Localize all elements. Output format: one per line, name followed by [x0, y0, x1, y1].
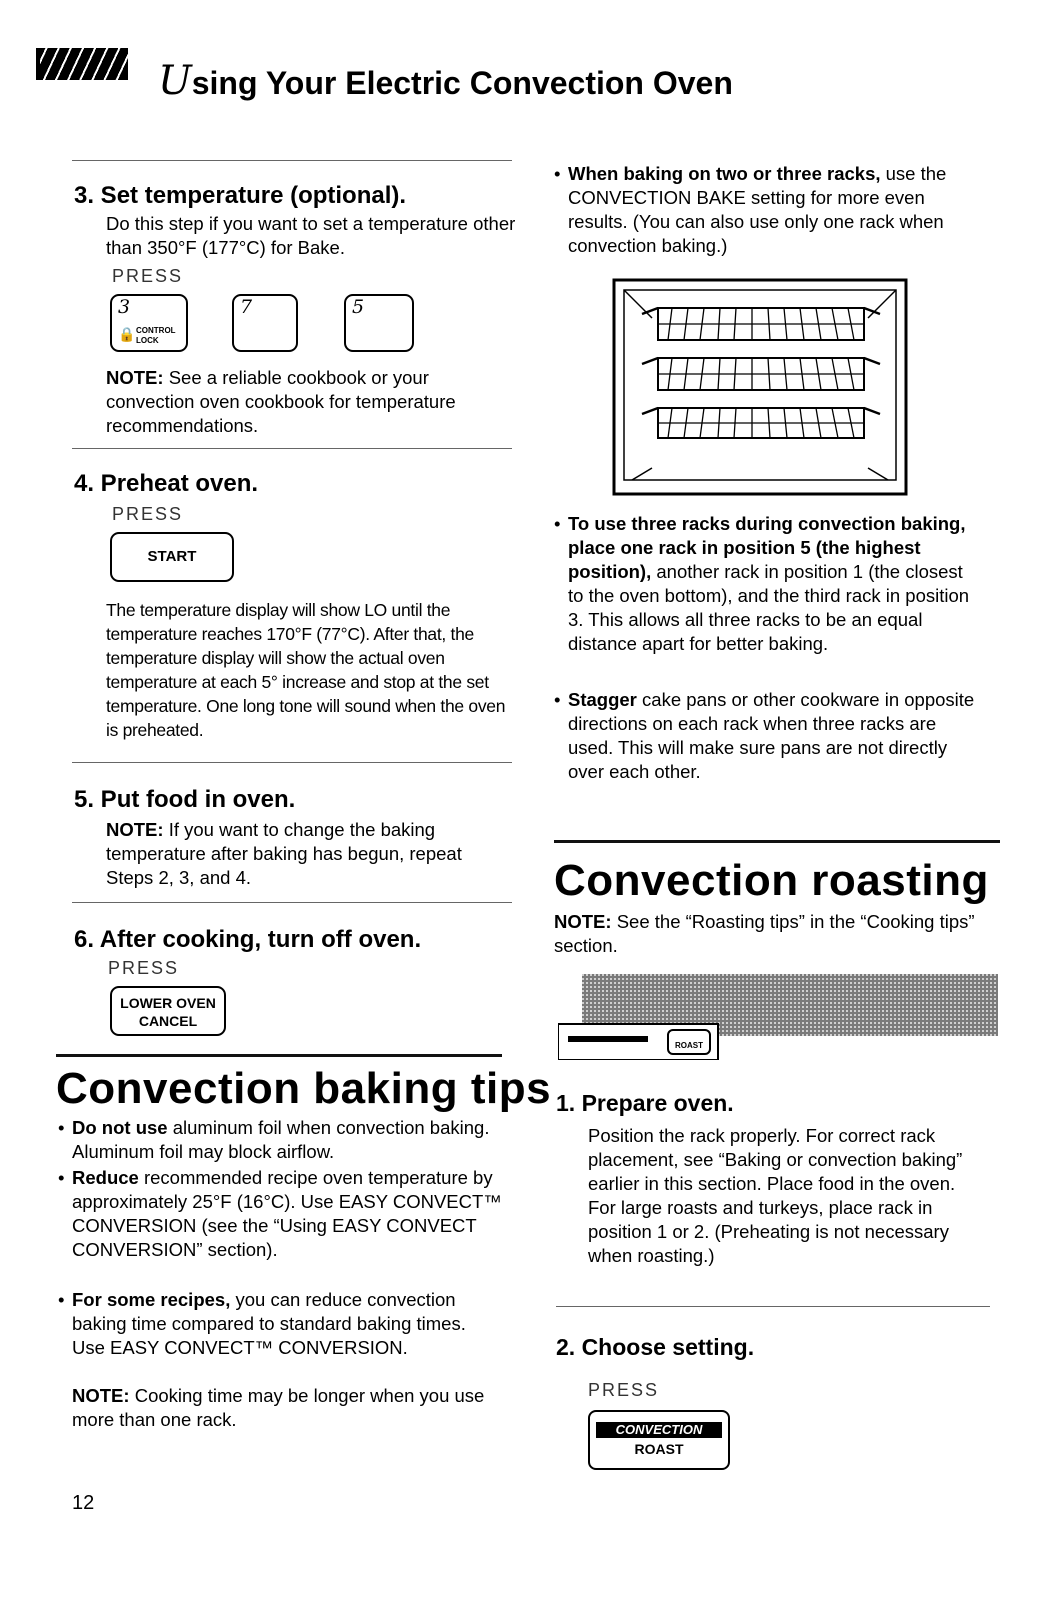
rack-tip: • When baking on two or three racks, use the CONVECTION BAKE setting for more even results. (You can also use only one rack when convection baking.) [554, 163, 947, 256]
step-6-heading: 6. After cooking, turn off oven. [74, 926, 422, 953]
panel-roast-key: ROAST [675, 1041, 703, 1050]
divider [72, 448, 512, 449]
roasting-note: NOTE: See the “Roasting tips” in the “Cooking tips” section. [554, 911, 975, 956]
lock-icon: 🔒 [118, 326, 136, 342]
convection-baking-tips-heading: Convection baking tips [56, 1064, 552, 1113]
roast-step-1-text: Position the rack properly. For correct rack placement, see “Baking or convection baking” earlier in this section. Place food in the oven. For large roasts and turkeys, place rack in position 1 or 2. (Preheating is not necessary when roasting.) [588, 1125, 963, 1266]
page-title: Using Your Electric Convection Oven [158, 58, 733, 104]
rack-tip: • Stagger cake pans or other cookware in opposite directions on each rack when three racks are used. This will make sure pans are not directly over each other. [554, 689, 975, 782]
rack-tip: • To use three racks during convection baking, place one rack in position 5 (the highest position), another rack in position 1 (the closest to the oven bottom), and the third rack in position 3. This allows all three racks to be an equal distance apart for better baking. [554, 513, 970, 654]
roast-step-1-heading: 1. Prepare oven. [556, 1090, 734, 1116]
start-key[interactable]: START [110, 532, 234, 582]
tips-note: NOTE: Cooking time may be longer when you use more than one rack. [72, 1385, 485, 1430]
divider [72, 762, 512, 763]
key-5[interactable]: 5 [344, 294, 414, 352]
lower-oven-cancel-key[interactable]: LOWER OVEN CANCEL [110, 986, 226, 1036]
section-divider [554, 840, 1000, 843]
section-divider [56, 1054, 502, 1057]
divider [556, 1306, 990, 1307]
oven-racks-illustration [612, 278, 908, 496]
press-label: PRESS [108, 958, 180, 978]
press-label: PRESS [112, 504, 184, 524]
divider [72, 160, 512, 161]
tip-item: • Reduce recommended recipe oven temperature by approximately 25°F (16°C). Use EASY CONVECT™ CONVERSION (see the “Using EASY CONVECT CONVERSION” section). [58, 1167, 502, 1260]
key-3-label: 3 [118, 296, 131, 318]
tip-item: • Do not use aluminum foil when convection baking. Aluminum foil may block airflow. [58, 1117, 490, 1162]
step-5-heading: 5. Put food in oven. [74, 786, 296, 813]
key-3-control-lock[interactable] [110, 294, 188, 352]
step-3-text: Do this step if you want to set a temperature other than 350°F (177°C) for Bake. [106, 213, 516, 258]
tip-item: • For some recipes, you can reduce convection baking time compared to standard baking times. Use EASY CONVECT™ CONVERSION. [58, 1289, 466, 1358]
control-panel-illustration [558, 974, 998, 1060]
roast-step-2-heading: 2. Choose setting. [556, 1334, 755, 1360]
press-label: PRESS [588, 1380, 660, 1400]
divider [72, 902, 512, 903]
brand-logo [36, 48, 128, 80]
key-7[interactable]: 7 [232, 294, 298, 352]
step-5-note: NOTE: If you want to change the baking temperature after baking has begun, repeat Steps 2, 3, and 4. [106, 819, 462, 888]
control-lock-label: CONTROL LOCK [136, 326, 176, 345]
convection-roasting-heading: Convection roasting [554, 856, 989, 905]
press-label: PRESS [112, 266, 184, 286]
step-3-note: NOTE: See a reliable cookbook or your convection oven cookbook for temperature recommendations. [106, 367, 456, 436]
step-4-text: The temperature display will show LO until the temperature reaches 170°F (77°C). After that, the temperature display will show the actual oven temperature at each 5° increase and stop at the set temperature. One long tone will sound when the oven is preheated. [106, 600, 506, 740]
step-4-heading: 4. Preheat oven. [74, 470, 259, 497]
page-number: 12 [72, 1492, 95, 1514]
step-3-heading: 3. Set temperature (optional). [74, 182, 407, 209]
convection-roast-key[interactable]: CONVECTION ROAST [588, 1410, 730, 1470]
